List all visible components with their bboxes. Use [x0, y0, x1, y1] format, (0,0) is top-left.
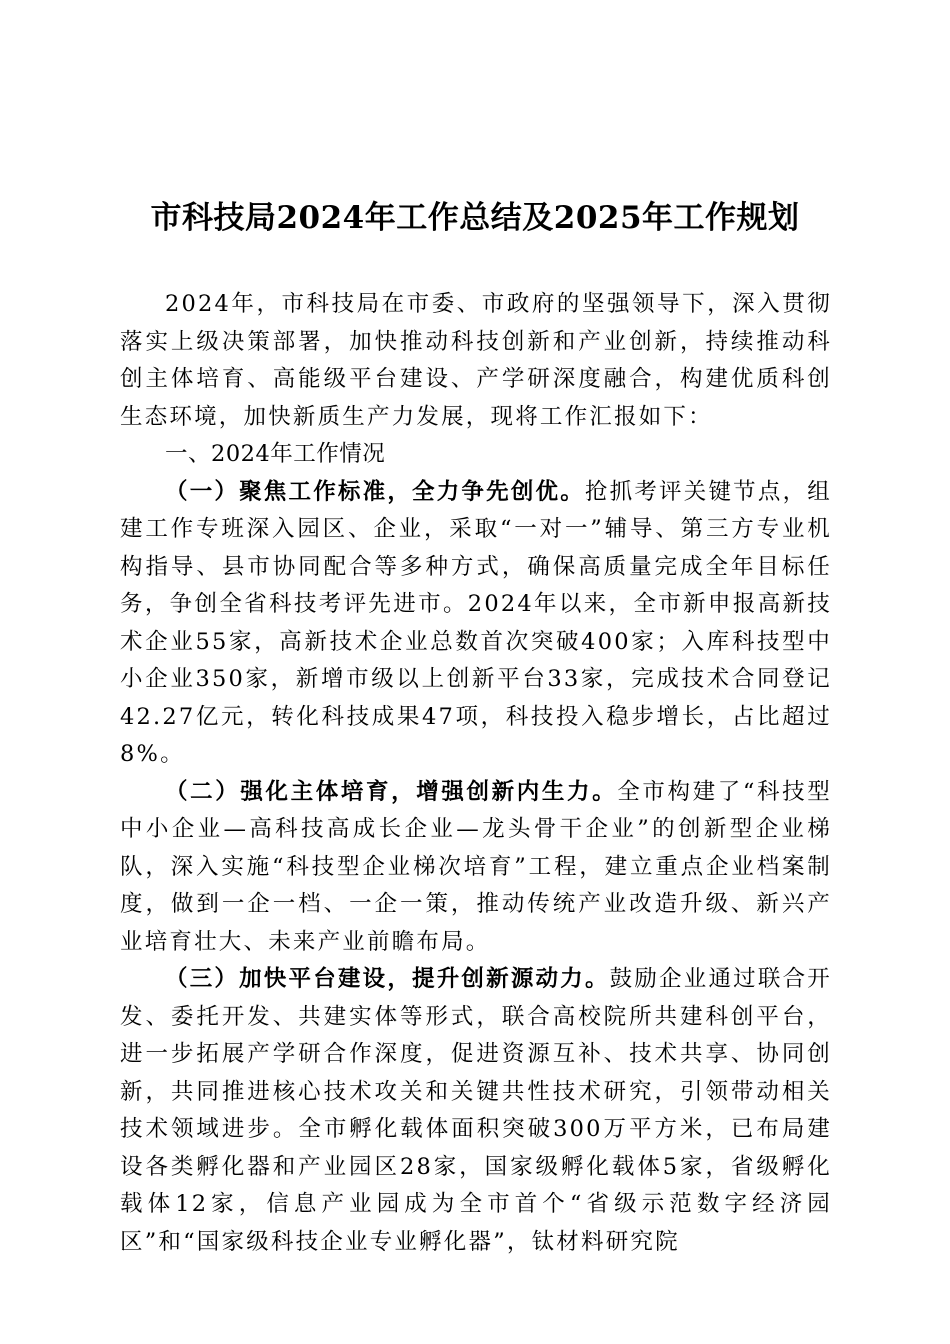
- item-lead-3: （三）加快平台建设，提升创新源动力。: [165, 966, 610, 992]
- item-text-1: 抢抓考评关键节点，组建工作专班深入园区、企业，采取“一对一”辅导、第三方专业机构指导、县市协同配合等多种方式，确保高质量完成全年目标任务，争创全省科技考评先进市。2024年以来，全市新申报高新技术企业55家，高新技术企业总数首次突破400家；入库科技型中小企业350家，新增市级以上创新平台33家，完成技术合同登记42.27亿元，转化科技成果47项，科技投入稳步增长，占比超过8%。: [120, 478, 832, 767]
- document-body: [120, 286, 832, 1261]
- item-text-2: 全市构建了“科技型中小企业—高科技高成长企业—龙头骨干企业”的创新型企业梯队，深入实施“科技型企业梯次培育”工程，建立重点企业档案制度，做到一企一档、一企一策，推动传统产业改造升级、新兴产业培育壮大、未来产业前瞻布局。: [120, 778, 832, 955]
- item-lead-2: （二）强化主体培育，增强创新内生力。: [165, 778, 618, 805]
- item-lead-1: （一）聚焦工作标准，全力争先创优。: [165, 478, 585, 505]
- intro-paragraph: 2024年，市科技局在市委、市政府的坚强领导下，深入贯彻落实上级决策部署，加快推动科技创新和产业创新，持续推动科创主体培育、高能级平台建设、产学研深度融合，构建优质科创生态环境，加快新质生产力发展，现将工作汇报如下：: [120, 291, 832, 430]
- item-text-3: 鼓励企业通过联合开发、委托开发、共建实体等形式，联合高校院所共建科创平台，进一步拓展产学研合作深度，促进资源互补、技术共享、协同创新，共同推进核心技术攻关和关键共性技术研究，引领带动相关技术领域进步。全市孵化载体面积突破300万平方米，已布局建设各类孵化器和产业园区28家，国家级孵化载体5家，省级孵化载体12家，信息产业园成为全市首个“省级示范数字经济园区”和“国家级科技企业专业孵化器”，钛材料研究院: [120, 966, 832, 1255]
- item-paragraph-1: [120, 474, 832, 774]
- document-title: 市科技局2024年工作总结及2025年工作规划: [150, 200, 800, 236]
- item-paragraph-2: [120, 774, 832, 962]
- item-paragraph-3: [120, 961, 832, 1261]
- section-heading-1: 一、2024年工作情况: [165, 441, 386, 467]
